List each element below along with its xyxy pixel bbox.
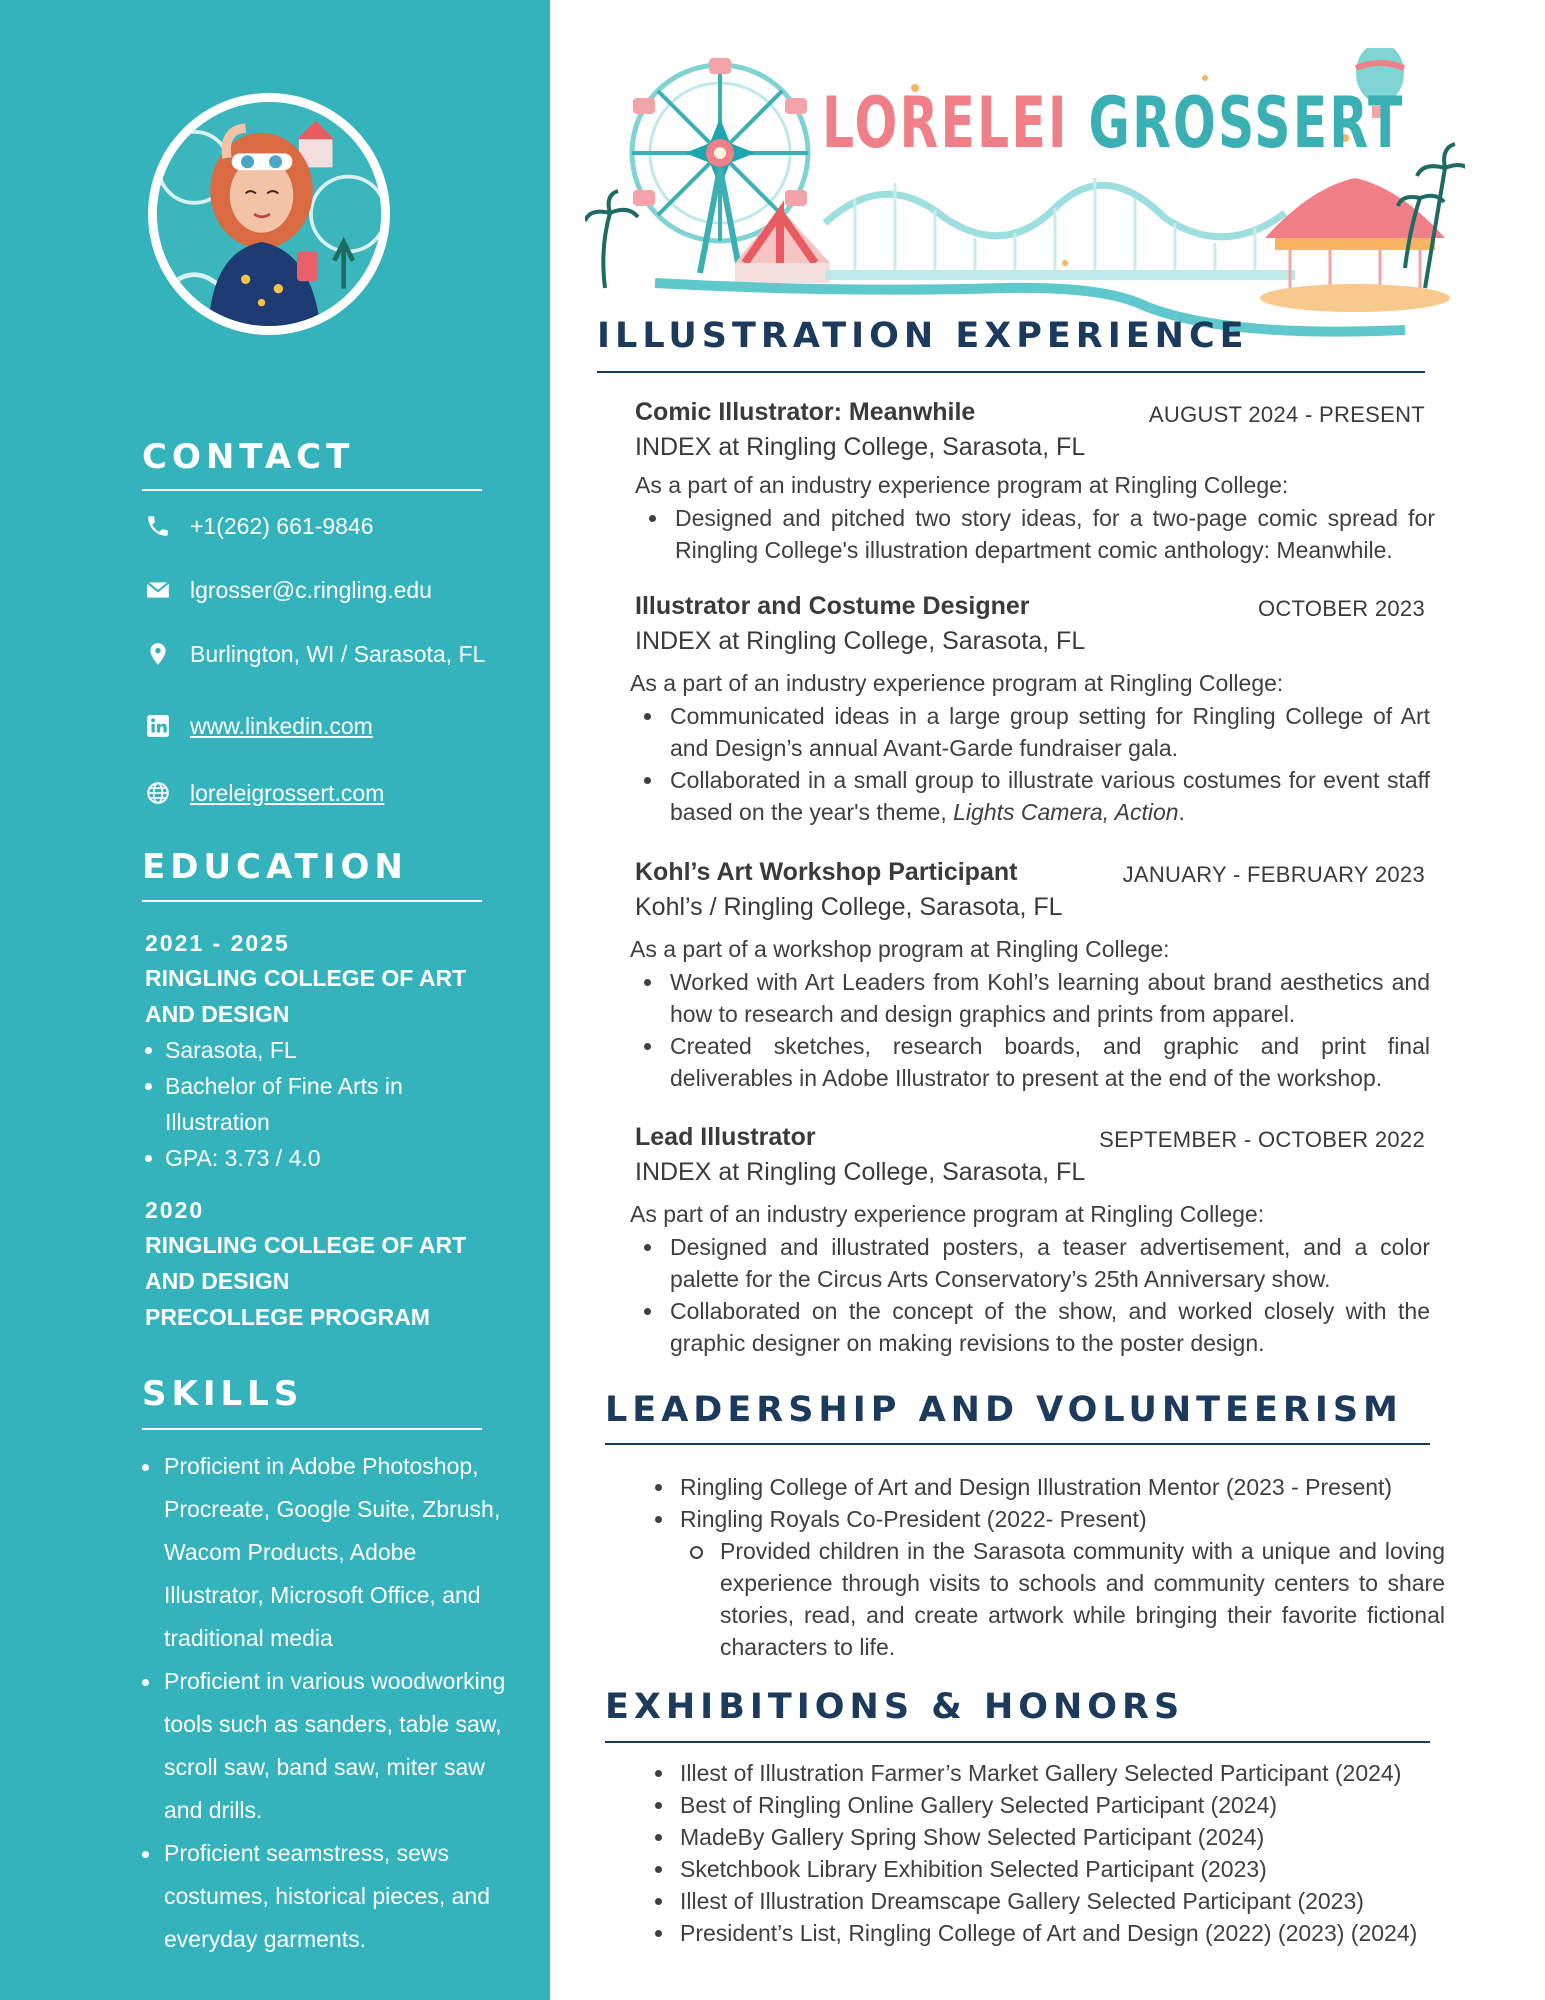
honor-item: MadeBy Gallery Spring Show Selected Participant (2024) bbox=[640, 1821, 1460, 1853]
job-bullet: Collaborated on the concept of the show, and worked closely with the graphic designer on making revisions to the poster design. bbox=[630, 1295, 1430, 1359]
leadership-item-text: Ringling Royals Co-President (2022- Present) bbox=[680, 1506, 1147, 1532]
location-text: Burlington, WI / Sarasota, FL bbox=[190, 640, 486, 667]
job-intro: As a part of an industry experience program at Ringling College: bbox=[630, 670, 1284, 696]
job-bullets bbox=[635, 502, 1435, 566]
linkedin-link[interactable]: www.linkedin.com bbox=[190, 712, 373, 739]
job-date: JANUARY - FEBRUARY 2023 bbox=[1122, 862, 1425, 887]
job-date: SEPTEMBER - OCTOBER 2022 bbox=[1099, 1127, 1425, 1152]
leadership-divider bbox=[605, 1443, 1430, 1445]
education-school: RINGLING COLLEGE OF ART bbox=[145, 1232, 467, 1258]
education-school: AND DESIGN bbox=[145, 1268, 290, 1294]
job-bullet: Designed and pitched two story ideas, for a two-page comic spread for Ringling College's illustration department comic anthology: Meanwhile. bbox=[635, 502, 1435, 566]
name-last: GROSSERT bbox=[1088, 82, 1405, 164]
job-title: Illustrator and Costume Designer bbox=[635, 592, 1030, 620]
education-years: 2021 - 2025 bbox=[145, 930, 290, 956]
education-school: RINGLING COLLEGE OF ART bbox=[145, 965, 467, 991]
globe-icon bbox=[142, 777, 174, 809]
leadership-sub-list bbox=[680, 1535, 1445, 1663]
job-date: OCTOBER 2023 bbox=[1257, 596, 1425, 621]
job-bullet: Worked with Art Leaders from Kohl’s learning about brand aesthetics and how to research and design graphics and prints from apparel. bbox=[630, 966, 1430, 1030]
education-entry bbox=[145, 1193, 525, 1335]
contact-linkedin bbox=[142, 708, 522, 744]
education-detail-item: Sarasota, FL bbox=[145, 1032, 525, 1068]
job-organization: INDEX at Ringling College, Sarasota, FL bbox=[635, 627, 1086, 655]
job-organization: INDEX at Ringling College, Sarasota, FL bbox=[635, 433, 1086, 461]
leadership-item: Ringling College of Art and Design Illustration Mentor (2023 - Present) bbox=[640, 1471, 1445, 1503]
theme-title: Lights Camera, Action bbox=[953, 799, 1179, 825]
job-bullet: Created sketches, research boards, and graphic and print final deliverables in Adobe Illustrator to present at the end of the workshop. bbox=[630, 1030, 1430, 1094]
contact-heading: CONTACT bbox=[142, 437, 355, 477]
leadership-heading: LEADERSHIP AND VOLUNTEERISM bbox=[605, 1390, 1403, 1430]
contact-location bbox=[142, 636, 522, 672]
job-title: Comic Illustrator: Meanwhile bbox=[635, 398, 976, 426]
job-intro: As a part of a workshop program at Ringling College: bbox=[630, 936, 1170, 962]
leadership-list bbox=[640, 1471, 1445, 1663]
skill-item: Proficient in Adobe Photoshop, Procreate, Google Suite, Zbrush, Wacom Products, Adobe Illustrator, Microsoft Office, and traditional media bbox=[142, 1445, 507, 1660]
job-organization: INDEX at Ringling College, Sarasota, FL bbox=[635, 1158, 1086, 1186]
linkedin-icon bbox=[142, 710, 174, 742]
location-pin-icon bbox=[142, 638, 174, 670]
job-organization: Kohl’s / Ringling College, Sarasota, FL bbox=[635, 893, 1063, 921]
phone-text: +1(262) 661-9846 bbox=[190, 512, 374, 539]
profile-portrait bbox=[148, 93, 390, 335]
education-divider bbox=[142, 900, 482, 902]
name-title bbox=[822, 82, 1405, 164]
education-detail-item: Bachelor of Fine Arts in Illustration bbox=[145, 1068, 415, 1140]
skills-divider bbox=[142, 1428, 482, 1430]
job-bullets bbox=[630, 700, 1430, 828]
leadership-item bbox=[640, 1503, 1445, 1663]
contact-divider bbox=[142, 489, 482, 491]
portrait-illustration bbox=[157, 102, 381, 326]
honors-list bbox=[640, 1757, 1460, 1949]
experience-divider bbox=[597, 371, 1425, 373]
website-link[interactable]: loreleigrossert.com bbox=[190, 779, 385, 806]
leadership-sub-item: Provided children in the Sarasota community with a unique and loving experience through visits to schools and community centers to share stories, read, and create artwork while bringing their favorite fictional characters to life. bbox=[680, 1535, 1445, 1663]
contact-email bbox=[142, 572, 522, 608]
email-text[interactable]: lgrosser@c.ringling.edu bbox=[190, 576, 432, 603]
experience-heading: ILLUSTRATION EXPERIENCE bbox=[597, 316, 1249, 356]
job-date: AUGUST 2024 - PRESENT bbox=[1148, 402, 1425, 427]
name-first: LORELEI bbox=[822, 82, 1069, 164]
sidebar bbox=[0, 0, 550, 2000]
honor-item: President’s List, Ringling College of Art and Design (2022) (2023) (2024) bbox=[640, 1917, 1460, 1949]
contact-website bbox=[142, 775, 522, 811]
skill-item: Proficient in various woodworking tools such as sanders, table saw, scroll saw, band saw, miter saw and drills. bbox=[142, 1660, 507, 1832]
education-details bbox=[145, 1032, 525, 1176]
job-bullet bbox=[630, 764, 1430, 828]
job-bullets bbox=[630, 1231, 1430, 1359]
job-intro: As a part of an industry experience program at Ringling College: bbox=[635, 472, 1289, 498]
skills-heading: SKILLS bbox=[142, 1374, 304, 1414]
education-school: PRECOLLEGE PROGRAM bbox=[145, 1304, 430, 1330]
phone-icon bbox=[142, 510, 174, 542]
job-title: Lead Illustrator bbox=[635, 1123, 816, 1151]
job-intro: As part of an industry experience program at Ringling College: bbox=[630, 1201, 1265, 1227]
job-title: Kohl’s Art Workshop Participant bbox=[635, 858, 1018, 886]
honor-item: Sketchbook Library Exhibition Selected Participant (2023) bbox=[640, 1853, 1460, 1885]
skills-list bbox=[142, 1445, 507, 1961]
honor-item: Best of Ringling Online Gallery Selected Participant (2024) bbox=[640, 1789, 1460, 1821]
education-detail-item: GPA: 3.73 / 4.0 bbox=[145, 1140, 525, 1176]
job-bullets bbox=[630, 966, 1430, 1094]
job-bullet: Communicated ideas in a large group setting for Ringling College of Art and Design’s annual Avant-Garde fundraiser gala. bbox=[630, 700, 1430, 764]
mail-icon bbox=[142, 574, 174, 606]
skill-item: Proficient seamstress, sews costumes, historical pieces, and everyday garments. bbox=[142, 1832, 507, 1961]
job-bullet-text: Collaborated in a small group to illustrate various costumes for event staff based on the year's theme, bbox=[670, 767, 1430, 825]
education-heading: EDUCATION bbox=[142, 847, 408, 887]
honors-divider bbox=[605, 1741, 1430, 1743]
contact-phone bbox=[142, 508, 522, 544]
job-bullet: Designed and illustrated posters, a teaser advertisement, and a color palette for the Circus Arts Conservatory’s 25th Anniversary show. bbox=[630, 1231, 1430, 1295]
honors-heading: EXHIBITIONS & HONORS bbox=[605, 1687, 1185, 1727]
honor-item: Illest of Illustration Dreamscape Gallery Selected Participant (2023) bbox=[640, 1885, 1460, 1917]
education-years: 2020 bbox=[145, 1197, 205, 1223]
education-school: AND DESIGN bbox=[145, 1001, 290, 1027]
job-bullet-end: . bbox=[1178, 799, 1185, 825]
education-entry bbox=[145, 926, 525, 1176]
honor-item: Illest of Illustration Farmer’s Market Gallery Selected Participant (2024) bbox=[640, 1757, 1460, 1789]
